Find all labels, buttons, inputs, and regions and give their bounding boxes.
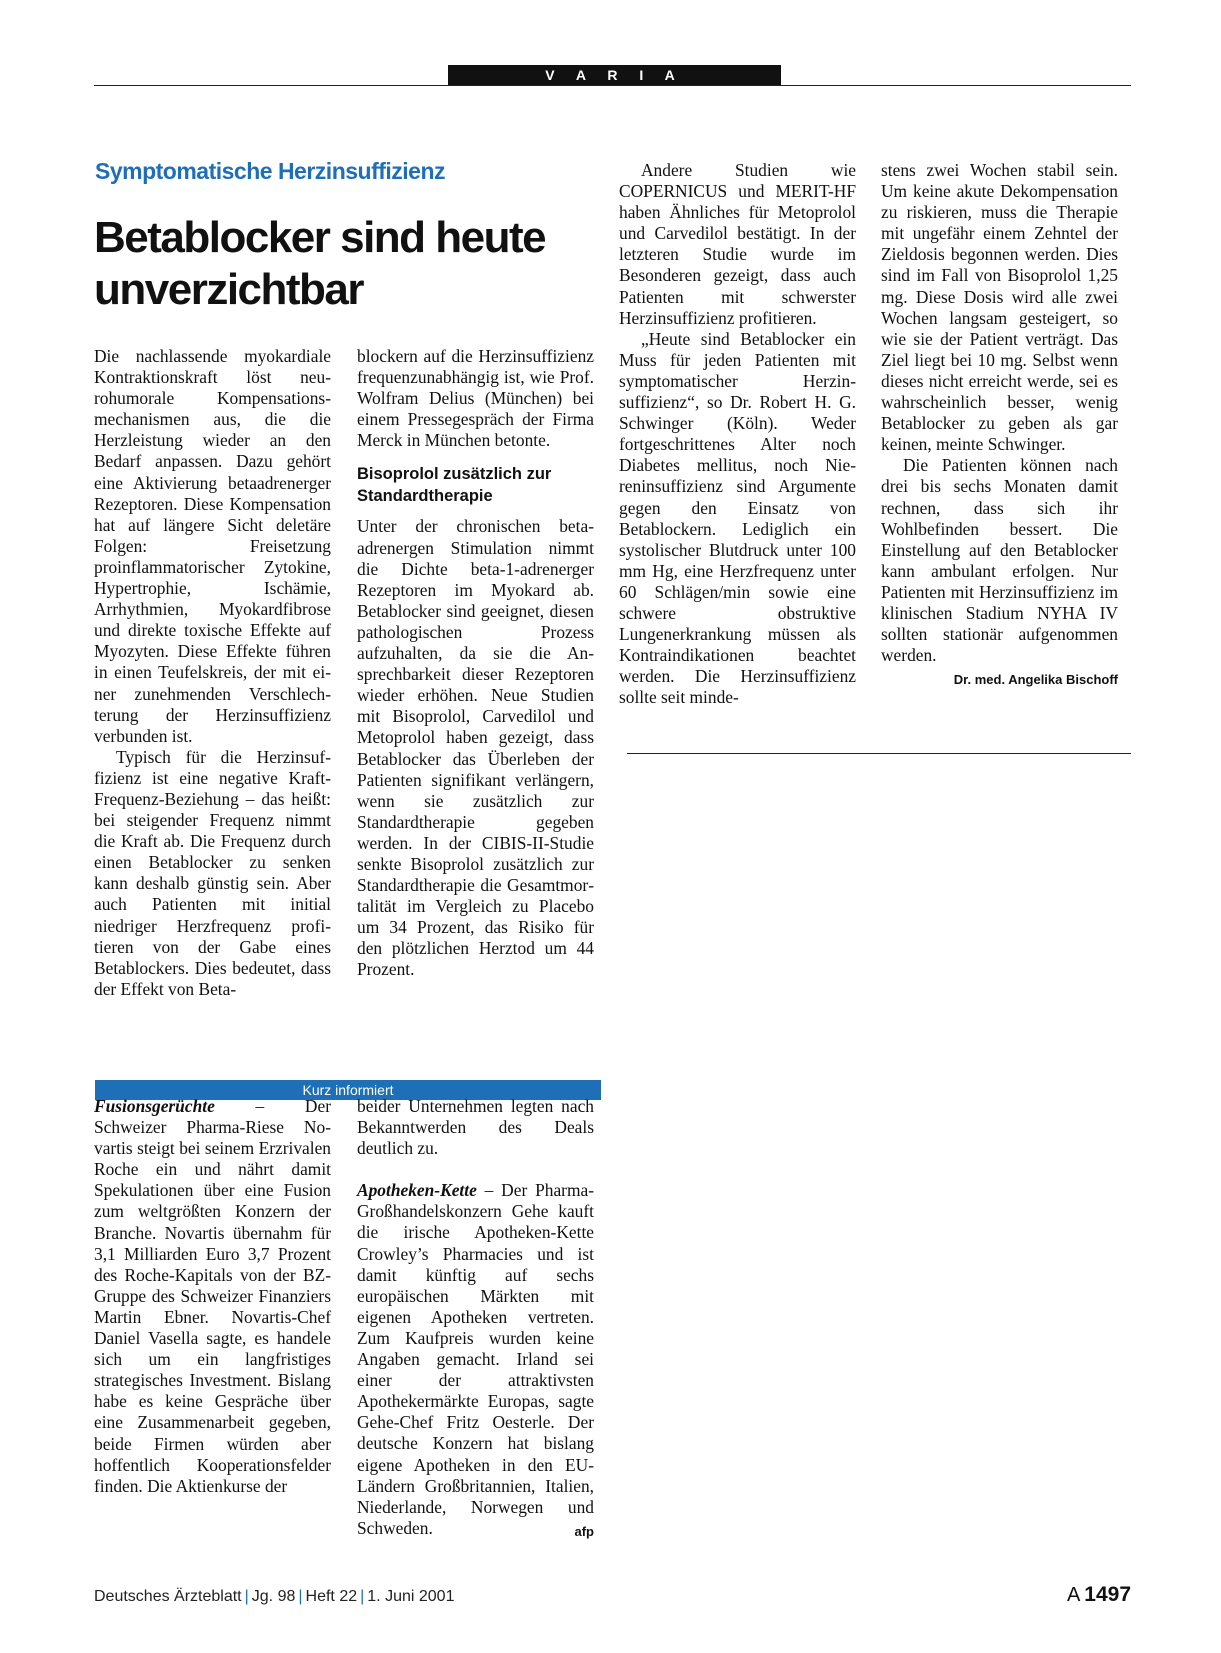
source-credit: afp bbox=[574, 1523, 594, 1539]
news-item-text: – Der Pharma-Großhandelskonzern Gehe kauft die irische Apotheken-Kette Crowley’s Pharmacies und ist damit künftig auf sechs europäischen Märkten mit eigenen Apotheken vertreten. Zum Kaufpreis wurden keine Angaben gemacht. Irland sei einer der attraktivsten Apothekermärkte Europas, sagte Gehe-Chef Fritz Oesterle. Der deutsche Konzern hat bislang eigene Apotheken in den EU-Ländern Großbritannien, Italien, Niederlande, Norwegen und Schweden. bbox=[357, 1180, 594, 1538]
article-subheading: Bisoprolol zusätzlich zur Standardtherapie bbox=[357, 465, 552, 506]
page-number bbox=[1067, 1583, 1131, 1607]
article-column-3 bbox=[619, 160, 856, 708]
header-rule bbox=[94, 85, 1131, 86]
footer-divider: | bbox=[244, 1588, 249, 1605]
news-item-title: Fusionsgerüchte bbox=[94, 1096, 215, 1116]
news-item bbox=[357, 1180, 594, 1539]
paragraph: Andere Studien wie COPERNICUS und MERIT-HF haben Ähnliches für Metoprolol und Carvedilol bestätigt. In der letzteren Studie wurde im Besonderen gezeigt, dass auch Patienten mit schwerster Herzinsuffizienz profitieren. bbox=[619, 160, 856, 328]
author-byline: Dr. med. Angelika Bischoff bbox=[953, 672, 1118, 688]
article-headline: Betablocker sind heute unverzichtbar bbox=[94, 213, 546, 314]
article-column-1 bbox=[94, 346, 331, 1000]
page-footer bbox=[94, 1588, 454, 1606]
page-prefix: A bbox=[1066, 1584, 1081, 1606]
paragraph: Die nachlassende myokardiale Kontraktionskraft löst neurohumorale Kompensationsmechanismen aus, die die Herzleistung wieder an den Bedarf anpassen. Dazu gehört eine Aktivierung betaadrenerger Rezeptoren. Diese Kompensation hat auf längere Sicht deletäre Folgen: Freisetzung proinflammatorischer Zytokine, Hypertrophie, Ischämie, Arrhythmien, Myokardfibrose und direkte toxische Effekte auf Myozyten. Diese Effekte führen in einen Teufelskreis, der mit einer zunehmenden Verschlechterung der Herzinsuffizienz verbunden ist. bbox=[94, 346, 331, 746]
paragraph: stens zwei Wochen stabil sein. Um keine akute Dekompensation zu riskieren, muss die Therapie mit ungefähr einem Zehntel der Zieldosis begonnen werden. Dies sind im Fall von Bisoprolol 1,25 mg. Diese Dosis wird alle zwei Wochen langsam gesteigert, so wie sie der Patient verträgt. Das Ziel liegt bei 10 mg. Selbst wenn dieses nicht erreicht werde, sei es wahrscheinlich besser, wenig Betablocker zu geben als gar keinen, meinte Schwinger. bbox=[881, 160, 1118, 455]
article-column-2 bbox=[357, 346, 594, 981]
news-item bbox=[94, 1096, 331, 1497]
section-label: V A R I A bbox=[448, 65, 781, 85]
paragraph: Typisch für die Herzinsuffizienz ist eine negative Kraft-Frequenz-Beziehung – das heißt: bei steigender Frequenz nimmt die Kraft ab. Die Frequenz durch einen Betablocker zu senken kann deshalb günstig sein. Aber auch Patienten mit initial niedriger Herzfrequenz profitieren von der Gabe eines Betablockers. Dies bedeutet, dass der Effekt von Beta- bbox=[94, 746, 331, 999]
kurz-column-2 bbox=[357, 1096, 594, 1542]
paragraph: Unter der chronischen betaadrenergen Stimulation nimmt die Dichte beta-1-adrenerger Rezeptoren im Myokard ab. Betablocker sind geeignet, diesen pathologischen Prozess aufzuhalten, da sie die Ansprechbarkeit dieser Rezeptoren wieder erhöhen. Neue Studien mit Bisoprolol, Carvedilol und Metoprolol haben gezeigt, dass Betablocker das Überleben der Patienten signifikant verlängern, wenn sie zusätzlich zur Standardtherapie gegeben werden. In der CIBIS-II-Studie senkte Bisoprolol zusätzlich zur Standardtherapie die Gesamtmortalität im Vergleich zu Placebo um 34 Prozent, das Risiko für den plötzlichen Herztod um 44 Prozent. bbox=[357, 516, 594, 980]
paragraph bbox=[881, 455, 1118, 688]
page-number-value: 1497 bbox=[1084, 1583, 1131, 1606]
issue: Heft 22 bbox=[305, 1588, 358, 1605]
news-item-continuation: beider Unternehmen legten nach Bekanntwerden des Deals deutlich zu. bbox=[357, 1096, 594, 1159]
article-kicker: Symptomatische Herzinsuffizienz bbox=[95, 158, 446, 184]
paragraph: blockern auf die Herzinsuffizienz frequenzunabhängig ist, wie Prof. Wolfram Delius (München) bei einem Pressegespräch der Firma Merck in München betonte. bbox=[357, 346, 594, 451]
journal-name: Deutsches Ärzteblatt bbox=[94, 1588, 242, 1605]
kurz-informiert-header: Kurz informiert bbox=[95, 1080, 601, 1100]
kurz-column-1 bbox=[94, 1096, 331, 1497]
article-end-rule bbox=[627, 753, 1131, 754]
footer-divider: | bbox=[360, 1588, 365, 1605]
news-item-title: Apotheken-Kette bbox=[357, 1180, 477, 1201]
article-column-4 bbox=[881, 160, 1118, 690]
news-item-text: – Der Schweizer Pharma-Riese Novartis steigt bei seinem Erzrivalen Roche ein und nährt damit Spekulationen über eine Fusion zum weltgrößten Konzern der Branche. Novartis übernahm für 3,1 Milliarden Euro 3,7 Prozent des Roche-Kapitals von der BZ-Gruppe des Schweizer Finanziers Martin Ebner. Novartis-Chef Daniel Vasella sagte, es handele sich um ein langfristiges strategisches Investment. Bislang habe es keine Gespräche über eine Zusammenarbeit gegeben, beide Firmen würden aber hoffentlich Kooperationsfelder finden. Die Aktienkurse der bbox=[94, 1096, 331, 1496]
paragraph-text: Die Patienten können nach drei bis sechs Monaten damit rechnen, dass sich ihr Wohlbefinden bessert. Die Einstellung auf den Betablocker kann ambulant erfolgen. Nur Patienten mit Herzinsuffizienz im klinischen Stadium NYHA IV sollten stationär aufgenommen werden. bbox=[881, 455, 1118, 666]
volume: Jg. 98 bbox=[251, 1588, 296, 1605]
footer-divider: | bbox=[298, 1588, 303, 1605]
paragraph: „Heute sind Betablocker ein Muss für jeden Patienten mit symptomatischer Herzinsuffizienz“, so Dr. Robert H. G. Schwinger (Köln). Weder fortgeschrittenes Alter noch Diabetes mellitus, noch Niereninsuffizienz sind Argumente gegen den Einsatz von Betablockern. Lediglich ein systolischer Blutdruck unter 100 mm Hg, eine Herzfrequenz unter 60 Schlägen/min sowie eine schwere obstruktive Lungenerkrankung müssen als Kontraindikationen beachtet werden. Die Herzinsuffizienz sollte seit minde- bbox=[619, 328, 856, 708]
issue-date: 1. Juni 2001 bbox=[367, 1588, 455, 1605]
